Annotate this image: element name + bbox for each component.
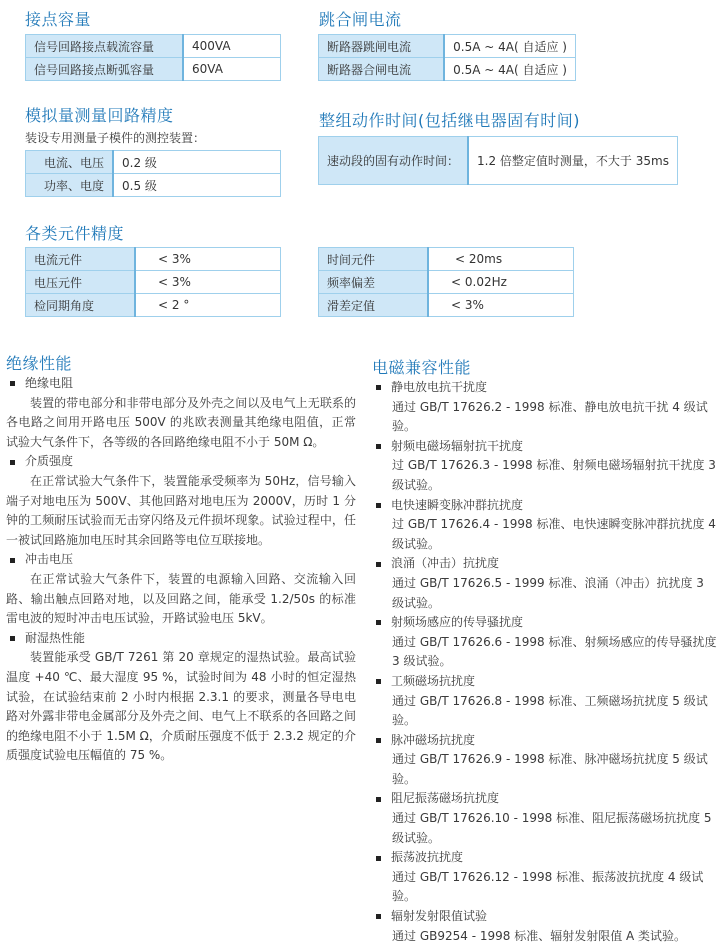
item-heading: 耐湿热性能 — [25, 630, 86, 645]
operate-time-title: 整组动作时间(包括继电器固有时间) — [319, 111, 580, 130]
row-value: < 2 ° — [135, 294, 281, 317]
row-value: 60VA — [183, 58, 281, 81]
list-item-head — [6, 629, 356, 649]
list-item-head — [372, 378, 718, 398]
bullet-icon — [376, 444, 381, 449]
row-value: < 3% — [135, 248, 281, 271]
item-text: 通过 GB/T 17626.8 - 1998 标准、工频磁场抗扰度 5 级试验。 — [392, 693, 708, 728]
row-label: 电流元件 — [26, 248, 136, 271]
item-heading: 静电放电抗干扰度 — [391, 380, 488, 394]
row-label: 电流、电压 — [26, 151, 114, 174]
list-item-head — [6, 550, 356, 570]
contact-capacity-table — [25, 34, 281, 81]
table-row — [319, 248, 574, 271]
table-row — [26, 151, 281, 174]
trip-close-current-title: 跳合闸电流 — [319, 10, 402, 29]
table-row — [319, 58, 576, 81]
row-label: 功率、电度 — [26, 174, 114, 197]
row-value: 400VA — [183, 35, 281, 58]
row-label: 断路器跳闸电流 — [319, 35, 445, 58]
table-row — [26, 248, 281, 271]
table-row — [319, 271, 574, 294]
row-label: 断路器合闸电流 — [319, 58, 445, 81]
list-item-head — [372, 554, 718, 574]
component-accuracy-title: 各类元件精度 — [25, 224, 125, 243]
row-value: < 3% — [428, 294, 574, 317]
list-item-head — [6, 374, 356, 394]
table-row — [26, 174, 281, 197]
item-heading: 脉冲磁场抗扰度 — [391, 732, 476, 747]
bullet-icon — [376, 914, 381, 919]
analog-accuracy-title: 模拟量测量回路精度 — [25, 106, 174, 125]
list-item-head — [372, 907, 718, 927]
row-value: < 0.02Hz — [428, 271, 574, 294]
bullet-icon — [376, 620, 381, 625]
bullet-icon — [376, 679, 381, 684]
item-text: 过 GB/T 17626.4 - 1998 标准、电快速瞬变脉冲群抗扰度 4 级试验。 — [392, 517, 716, 551]
bullet-icon — [376, 562, 381, 567]
row-label: 频率偏差 — [319, 271, 429, 294]
item-heading: 射频电磁场辐射抗干扰度 — [391, 438, 524, 453]
table-row — [26, 271, 281, 294]
list-item-head — [372, 789, 718, 809]
bullet-icon — [376, 797, 381, 802]
item-text: 装置能承受 GB/T 7261 第 20 章规定的湿热试验。最高试验温度 +40 ℃、最大湿度 95 %，试验时间为 48 小时的恒定湿热试验，在试验结束前 2 小时内根据 2.3.1 的要求，测量各导电电路对外露非带电金属部分及外壳之间、电气上不联系的各回路之间的绝缘电阻不小于 1.5M Ω，介质耐压强度不低于 2.3.2 规定的介质强度试验电压幅值的 75 %。 — [6, 650, 356, 763]
operate-time-table — [318, 136, 678, 185]
list-item-head — [372, 437, 718, 457]
item-heading: 绝缘电阻 — [25, 376, 74, 390]
bullet-icon — [10, 460, 15, 465]
table-row — [319, 294, 574, 317]
row-value: < 20ms — [428, 248, 574, 271]
bullet-icon — [10, 558, 15, 563]
item-text: 通过 GB/T 17626.6 - 1998 标准、射频场感应的传导骚扰度 3 级试验。 — [392, 634, 717, 669]
analog-accuracy-subtitle: 装设专用测量子模件的测控装置： — [25, 131, 206, 145]
bullet-icon — [376, 738, 381, 743]
row-value: 0.2 级 — [113, 151, 281, 174]
item-heading: 浪涌（冲击）抗扰度 — [391, 556, 500, 571]
list-item-head — [372, 848, 718, 868]
item-heading: 辐射发射限值试验 — [391, 909, 488, 924]
component-accuracy-right-table — [318, 247, 574, 317]
trip-close-current-table — [318, 34, 576, 81]
item-text: 通过 GB/T 17626.9 - 1998 标准、脉冲磁场抗扰度 5 级试验。 — [392, 752, 708, 786]
bullet-icon — [376, 385, 381, 390]
insulation-title: 绝缘性能 — [6, 354, 73, 373]
item-text: 过 GB/T 17626.3 - 1998 标准、射频电磁场辐射抗干扰度 3 级试验。 — [392, 458, 716, 492]
analog-accuracy-table — [25, 150, 281, 197]
row-value: 1.2 倍整定值时测量，不大于 35ms — [468, 137, 677, 185]
item-heading: 工频磁场抗扰度 — [391, 673, 476, 688]
item-heading: 阻尼振荡磁场抗扰度 — [391, 791, 500, 806]
component-accuracy-left-table — [25, 247, 281, 317]
row-value: 0.5A ~ 4A( 自适应 ) — [444, 35, 575, 58]
row-label: 电压元件 — [26, 271, 136, 294]
list-item-head — [6, 452, 356, 472]
item-heading: 冲击电压 — [25, 552, 74, 567]
item-text: 通过 GB/T 17626.2 - 1998 标准、静电放电抗干扰 4 级试验。 — [392, 399, 708, 434]
table-row — [319, 35, 576, 58]
list-item-head — [372, 731, 718, 751]
contact-capacity-title: 接点容量 — [25, 10, 92, 29]
table-row — [26, 35, 281, 58]
item-text: 通过 GB/T 17626.10 - 1998 标准、阻尼振荡磁场抗扰度 5 级试验。 — [392, 811, 712, 845]
row-label: 速动段的固有动作时间： — [319, 137, 469, 185]
emc-title: 电磁兼容性能 — [372, 358, 472, 377]
list-item-head — [372, 613, 718, 633]
row-value: < 3% — [135, 271, 281, 294]
item-heading: 振荡波抗扰度 — [391, 850, 464, 865]
item-text: 装置的带电部分和非带电部分及外壳之间以及电气上无联系的各电路之间用开路电压 500V 的兆欧表测量其绝缘电阻值，正常试验大气条件下，各等级的各回路绝缘电阻不小于 50M Ω。 — [6, 395, 356, 449]
item-heading: 电快速瞬变脉冲群抗扰度 — [391, 497, 524, 512]
insulation-list — [6, 374, 356, 766]
item-heading: 介质强度 — [25, 454, 74, 469]
row-label: 信号回路接点载流容量 — [26, 35, 184, 58]
table-row — [26, 58, 281, 81]
bullet-icon — [10, 381, 15, 386]
bullet-icon — [10, 636, 15, 641]
row-label: 滑差定值 — [319, 294, 429, 317]
emc-list — [372, 378, 718, 946]
table-row — [26, 294, 281, 317]
item-text: 通过 GB9254 - 1998 标准、辐射发射限值 A 类试验。 — [392, 928, 687, 943]
bullet-icon — [376, 503, 381, 508]
row-label: 信号回路接点断弧容量 — [26, 58, 184, 81]
bullet-icon — [376, 856, 381, 861]
row-label: 时间元件 — [319, 248, 429, 271]
list-item-head — [372, 496, 718, 516]
item-text: 通过 GB/T 17626.5 - 1999 标准、浪涌（冲击）抗扰度 3 级试验。 — [392, 575, 704, 610]
row-value: 0.5 级 — [113, 174, 281, 197]
row-label: 检同期角度 — [26, 294, 136, 317]
item-text: 通过 GB/T 17626.12 - 1998 标准、振荡波抗扰度 4 级试验。 — [392, 869, 704, 904]
item-text: 在正常试验大气条件下，装置的电源输入回路、交流输入回路、输出触点回路对地，以及回路之间，能承受 1.2/50s 的标准雷电波的短时冲击电压试验，开路试验电压 5kV。 — [6, 571, 356, 626]
table-row — [319, 137, 678, 185]
item-text: 在正常试验大气条件下，装置能承受频率为 50Hz，信号输入端子对地电压为 500V、其他回路对地电压为 2000V，历时 1 分钟的工频耐压试验而无击穿闪络及元件损坏现象。试验过程中，任一被试回路施加电压时其余回路等电位互联接地。 — [6, 473, 356, 547]
list-item-head — [372, 672, 718, 692]
item-heading: 射频场感应的传导骚扰度 — [391, 615, 524, 630]
row-value: 0.5A ~ 4A( 自适应 ) — [444, 58, 575, 81]
